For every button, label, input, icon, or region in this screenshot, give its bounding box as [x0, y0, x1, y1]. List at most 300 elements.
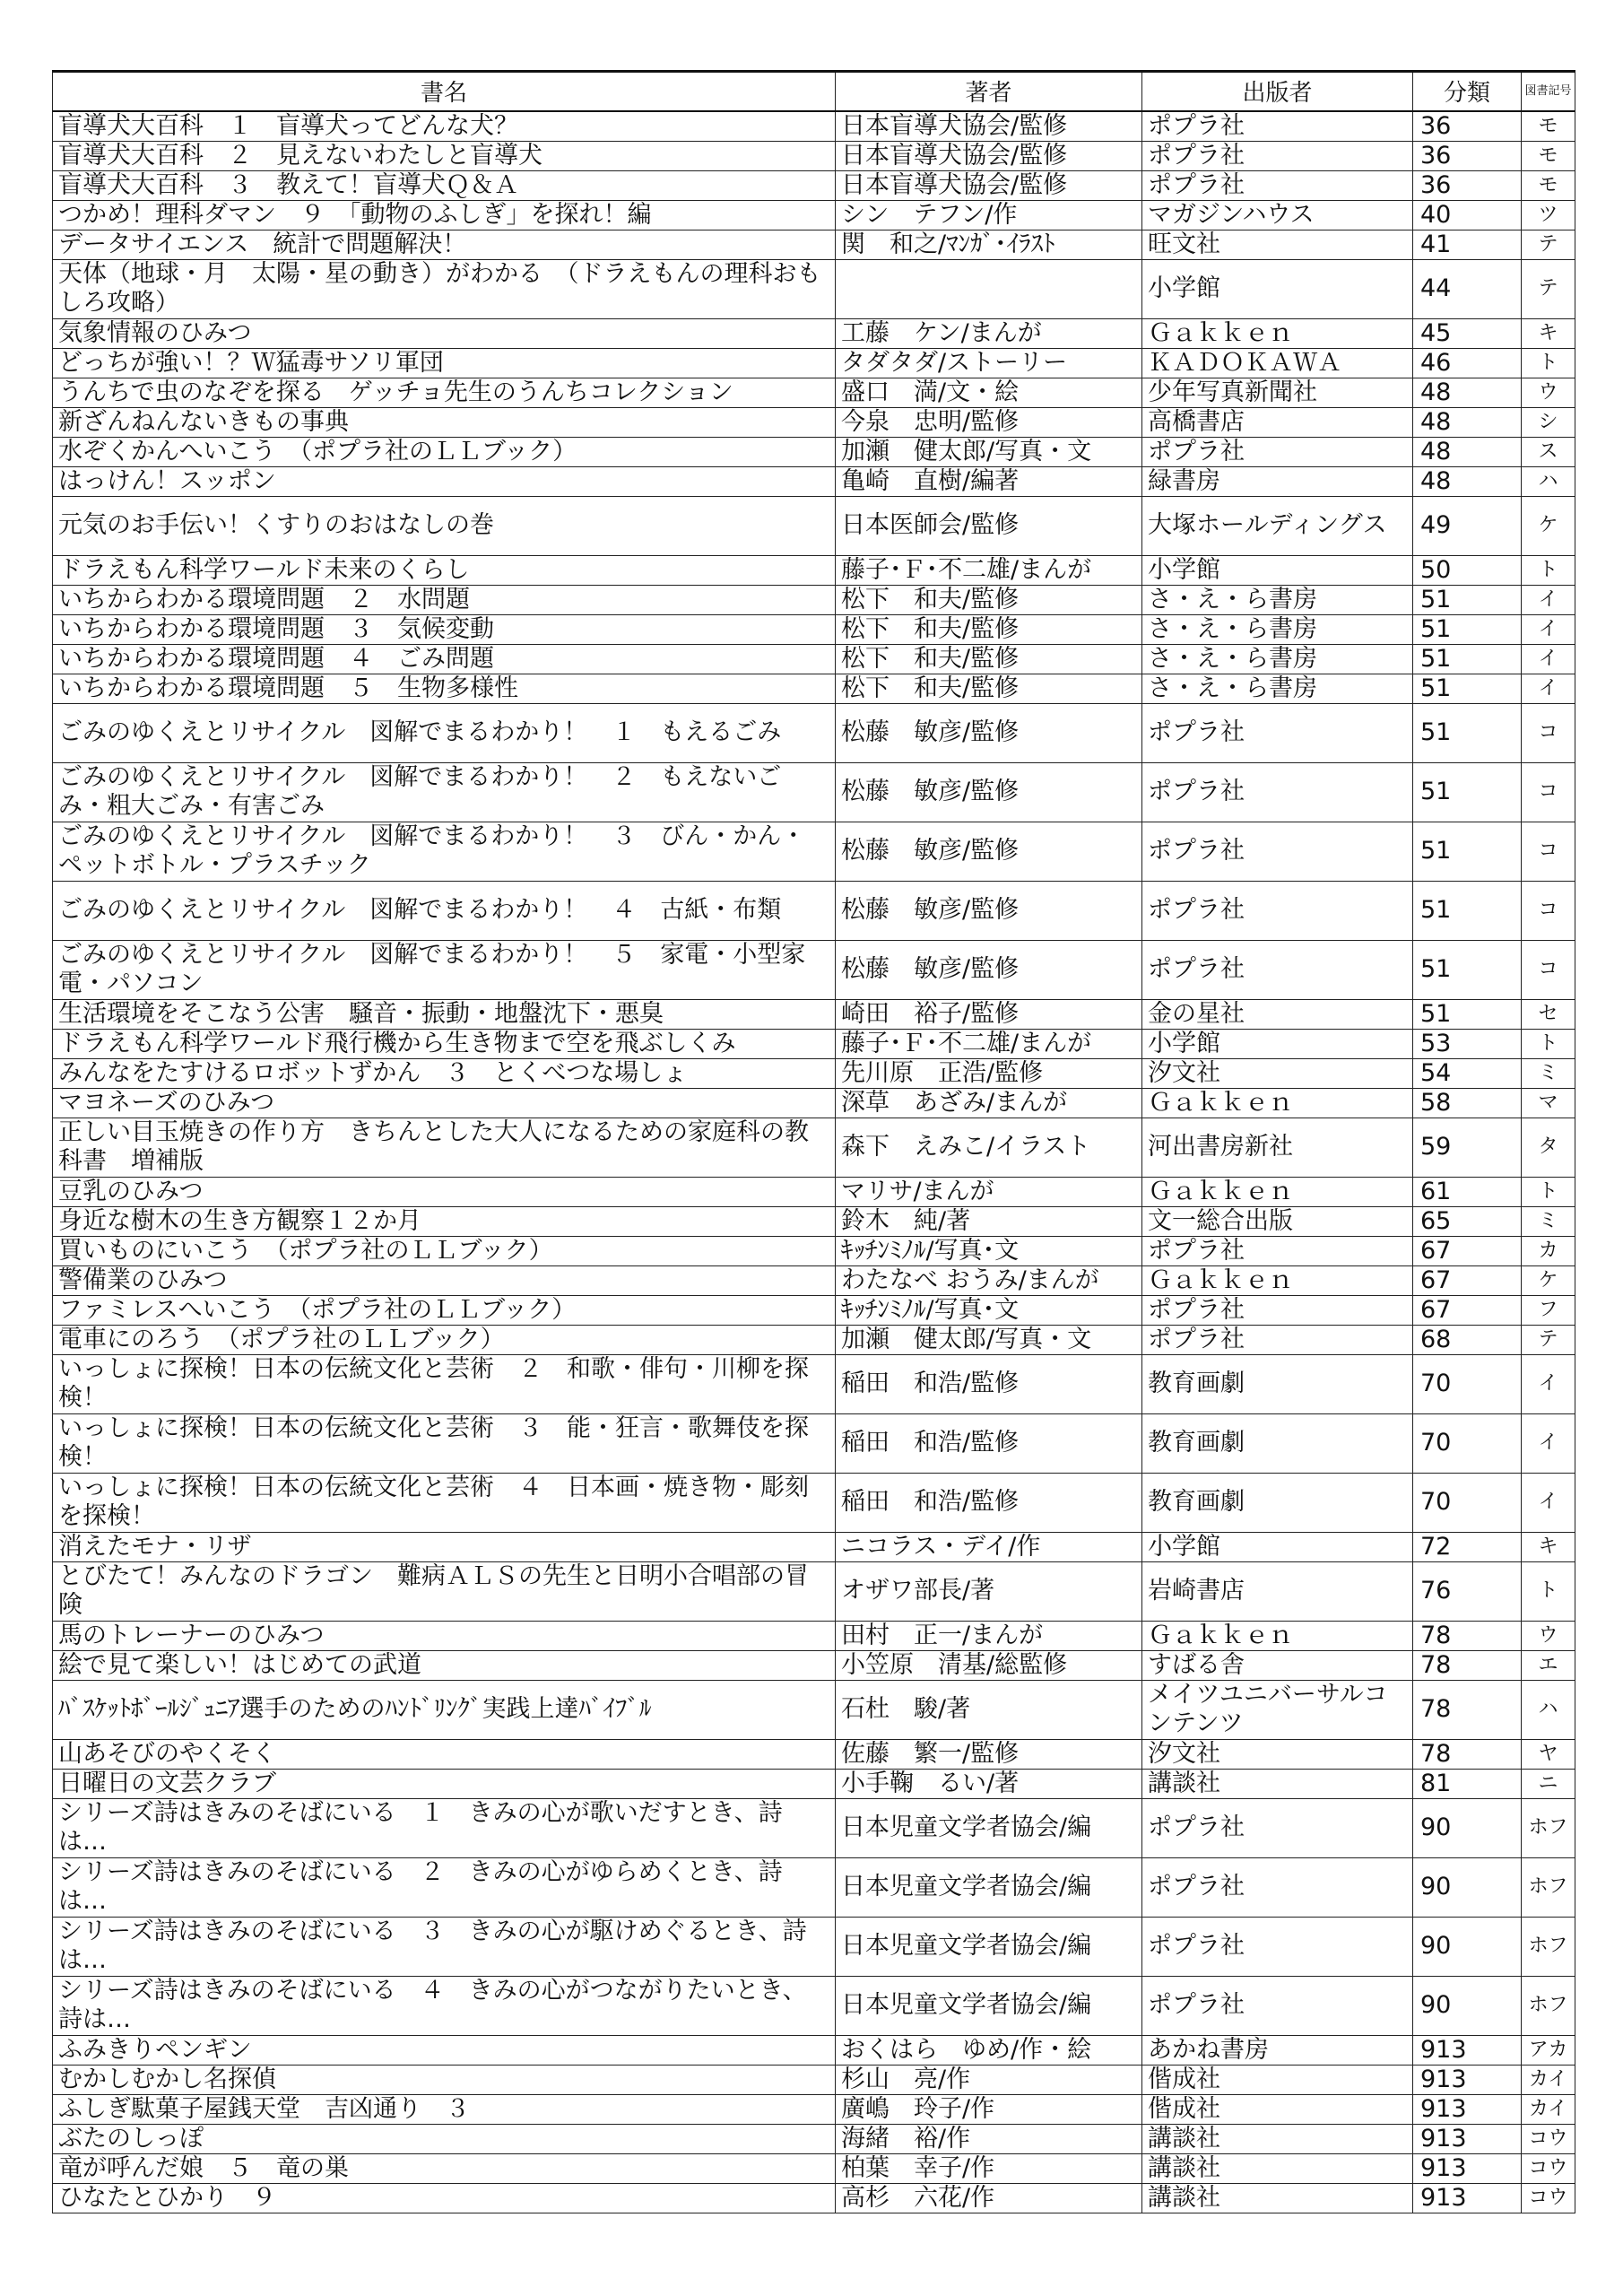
author-cell: 松藤 敏彦/監修 [836, 940, 1142, 999]
publisher-cell: 金の星社 [1142, 999, 1413, 1029]
book-mark-cell: ト [1522, 1561, 1575, 1621]
classification-cell: 90 [1413, 1857, 1522, 1917]
table-row [53, 1917, 1575, 1976]
classification-cell: 45 [1413, 318, 1522, 348]
book-mark-cell: コ [1522, 940, 1575, 999]
book-title-cell: データサイエンス 統計で問題解決！ [53, 230, 836, 259]
author-cell: 日本児童文学者協会/編 [836, 1917, 1142, 1976]
book-title-cell: ごみのゆくえとリサイクル 図解でまるわかり！ ２ もえないごみ・粗大ごみ・有害ごみ [53, 762, 836, 822]
book-title-cell: 盲導犬大百科 ２ 見えないわたしと盲導犬 [53, 141, 836, 170]
author-cell: 今泉 忠明/監修 [836, 407, 1142, 437]
author-cell: 小笠原 清基/総監修 [836, 1650, 1142, 1680]
book-mark-cell: ヤ [1522, 1739, 1575, 1769]
publisher-cell: 小学館 [1142, 259, 1413, 318]
table-row [53, 1413, 1575, 1473]
author-cell: 藤子･Ｆ･不二雄/まんが [836, 1029, 1142, 1058]
book-title-cell: ふみきりペンギン [53, 2035, 836, 2065]
table-row [53, 703, 1575, 762]
book-title-cell: 電車にのろう （ポプラ社のＬＬブック） [53, 1325, 836, 1354]
author-cell: 亀崎 直樹/編著 [836, 466, 1142, 496]
book-mark-cell: イ [1522, 1413, 1575, 1473]
classification-cell: 913 [1413, 2094, 1522, 2124]
author-cell: 小手鞠 るい/著 [836, 1769, 1142, 1798]
table-row [53, 2065, 1575, 2094]
book-mark-cell: ホフ [1522, 1798, 1575, 1857]
publisher-cell: 教育画劇 [1142, 1354, 1413, 1413]
classification-cell: 81 [1413, 1769, 1522, 1798]
publisher-cell: 高橋書店 [1142, 407, 1413, 437]
author-cell: 松下 和夫/監修 [836, 614, 1142, 644]
book-mark-cell: カイ [1522, 2094, 1575, 2124]
table-row [53, 1473, 1575, 1532]
table-row [53, 999, 1575, 1029]
publisher-cell: メイツユニバーサルコンテンツ [1142, 1680, 1413, 1739]
book-title-cell: 生活環境をそこなう公害 騒音・振動・地盤沈下・悪臭 [53, 999, 836, 1029]
publisher-cell: ポプラ社 [1142, 762, 1413, 822]
classification-cell: 54 [1413, 1058, 1522, 1088]
table-row [53, 1177, 1575, 1206]
table-row [53, 585, 1575, 614]
publisher-cell: Ｇａｋｋｅｎ [1142, 1088, 1413, 1118]
book-title-cell: むかしむかし名探偵 [53, 2065, 836, 2094]
book-title-cell: ドラえもん科学ワールド未来のくらし [53, 555, 836, 585]
book-mark-cell: コウ [1522, 2183, 1575, 2213]
author-cell: おくはら ゆめ/作・絵 [836, 2035, 1142, 2065]
author-cell: 高杉 六花/作 [836, 2183, 1142, 2213]
publisher-cell: 岩崎書店 [1142, 1561, 1413, 1621]
book-mark-cell: ウ [1522, 378, 1575, 407]
classification-cell: 90 [1413, 1976, 1522, 2035]
publisher-cell: さ・え・ら書房 [1142, 674, 1413, 703]
table-row [53, 762, 1575, 822]
book-mark-cell: モ [1522, 170, 1575, 200]
book-title-cell: とびたて！みんなのドラゴン 難病ＡＬＳの先生と日明小合唱部の冒険 [53, 1561, 836, 1621]
classification-cell: 49 [1413, 496, 1522, 555]
book-list-table [52, 70, 1575, 2213]
book-title-cell: ごみのゆくえとリサイクル 図解でまるわかり！ ４ 古紙・布類 [53, 881, 836, 940]
book-title-cell: ごみのゆくえとリサイクル 図解でまるわかり！ ３ びん・かん・ペットボトル・プラスチック [53, 822, 836, 881]
author-cell: ｷｯﾁﾝﾐﾉﾙ/写真･文 [836, 1236, 1142, 1265]
book-title-cell: ごみのゆくえとリサイクル 図解でまるわかり！ １ もえるごみ [53, 703, 836, 762]
table-row [53, 555, 1575, 585]
table-row [53, 1206, 1575, 1236]
book-title-cell: 竜が呼んだ娘 ５ 竜の巣 [53, 2153, 836, 2183]
publisher-cell: 教育画劇 [1142, 1413, 1413, 1473]
classification-cell: 48 [1413, 437, 1522, 466]
book-title-cell: いっしょに探検！日本の伝統文化と芸術 ３ 能・狂言・歌舞伎を探検！ [53, 1413, 836, 1473]
book-title-cell: ドラえもん科学ワールド飛行機から生き物まで空を飛ぶしくみ [53, 1029, 836, 1058]
classification-cell: 913 [1413, 2124, 1522, 2153]
publisher-cell: 文一総合出版 [1142, 1206, 1413, 1236]
author-cell: 松藤 敏彦/監修 [836, 703, 1142, 762]
publisher-cell: ポプラ社 [1142, 111, 1413, 142]
classification-cell: 70 [1413, 1473, 1522, 1532]
table-row [53, 170, 1575, 200]
publisher-cell: 汐文社 [1142, 1739, 1413, 1769]
table-row [53, 1857, 1575, 1917]
book-mark-cell: イ [1522, 614, 1575, 644]
book-mark-cell: ケ [1522, 1265, 1575, 1295]
author-cell: 深草 あざみ/まんが [836, 1088, 1142, 1118]
book-title-cell: シリーズ詩はきみのそばにいる ２ きみの心がゆらめくとき、詩は… [53, 1857, 836, 1917]
book-mark-cell: コ [1522, 881, 1575, 940]
book-title-cell: 気象情報のひみつ [53, 318, 836, 348]
classification-cell: 51 [1413, 703, 1522, 762]
book-title-cell: つかめ！理科ダマン ９ 「動物のふしぎ」を探れ！編 [53, 200, 836, 230]
publisher-cell: 汐文社 [1142, 1058, 1413, 1088]
book-mark-cell: キ [1522, 318, 1575, 348]
author-cell: 稲田 和浩/監修 [836, 1413, 1142, 1473]
author-cell: 海緒 裕/作 [836, 2124, 1142, 2153]
header-book-mark: 図書記号 [1522, 72, 1575, 111]
publisher-cell: 旺文社 [1142, 230, 1413, 259]
book-mark-cell: ウ [1522, 1621, 1575, 1650]
author-cell: 加瀬 健太郎/写真・文 [836, 1325, 1142, 1354]
book-mark-cell: セ [1522, 999, 1575, 1029]
book-title-cell: いちからわかる環境問題 ２ 水問題 [53, 585, 836, 614]
author-cell: 森下 えみこ/イラスト [836, 1118, 1142, 1177]
table-row [53, 230, 1575, 259]
book-mark-cell: カ [1522, 1236, 1575, 1265]
publisher-cell: Ｇａｋｋｅｎ [1142, 1265, 1413, 1295]
classification-cell: 61 [1413, 1177, 1522, 1206]
publisher-cell: ポプラ社 [1142, 1798, 1413, 1857]
classification-cell: 67 [1413, 1236, 1522, 1265]
publisher-cell: 講談社 [1142, 2124, 1413, 2153]
classification-cell: 58 [1413, 1088, 1522, 1118]
book-title-cell: ごみのゆくえとリサイクル 図解でまるわかり！ ５ 家電・小型家電・パソコン [53, 940, 836, 999]
table-row [53, 1295, 1575, 1325]
book-mark-cell: テ [1522, 230, 1575, 259]
table-row [53, 1354, 1575, 1413]
table-row [53, 2183, 1575, 2213]
author-cell: 日本盲導犬協会/監修 [836, 111, 1142, 142]
publisher-cell: 偕成社 [1142, 2094, 1413, 2124]
publisher-cell: ポプラ社 [1142, 141, 1413, 170]
author-cell: 日本児童文学者協会/編 [836, 1857, 1142, 1917]
book-title-cell: ふしぎ駄菓子屋銭天堂 吉凶通り ３ [53, 2094, 836, 2124]
table-row [53, 496, 1575, 555]
book-title-cell: 身近な樹木の生き方観察１２か月 [53, 1206, 836, 1236]
book-mark-cell: ト [1522, 555, 1575, 585]
book-mark-cell: コ [1522, 703, 1575, 762]
author-cell: 松下 和夫/監修 [836, 674, 1142, 703]
book-title-cell: みんなをたすけるロボットずかん ３ とくべつな場しょ [53, 1058, 836, 1088]
publisher-cell: さ・え・ら書房 [1142, 585, 1413, 614]
table-row [53, 1029, 1575, 1058]
classification-cell: 78 [1413, 1621, 1522, 1650]
book-title-cell: うんちで虫のなぞを探る ゲッチョ先生のうんちコレクション [53, 378, 836, 407]
author-cell: 日本医師会/監修 [836, 496, 1142, 555]
author-cell: わたなべ おうみ/まんが [836, 1265, 1142, 1295]
table-row [53, 1769, 1575, 1798]
classification-cell: 67 [1413, 1295, 1522, 1325]
author-cell: 松藤 敏彦/監修 [836, 822, 1142, 881]
classification-cell: 48 [1413, 407, 1522, 437]
publisher-cell: ポプラ社 [1142, 881, 1413, 940]
author-cell: 先川原 正浩/監修 [836, 1058, 1142, 1088]
classification-cell: 53 [1413, 1029, 1522, 1058]
table-row [53, 378, 1575, 407]
publisher-cell: 偕成社 [1142, 2065, 1413, 2094]
classification-cell: 51 [1413, 999, 1522, 1029]
book-mark-cell: ミ [1522, 1206, 1575, 1236]
book-list-sheet [52, 70, 1575, 2213]
table-row [53, 644, 1575, 674]
publisher-cell: ポプラ社 [1142, 1976, 1413, 2035]
publisher-cell: ポプラ社 [1142, 1325, 1413, 1354]
publisher-cell: すばる舎 [1142, 1650, 1413, 1680]
book-mark-cell: エ [1522, 1650, 1575, 1680]
book-mark-cell: ハ [1522, 1680, 1575, 1739]
book-mark-cell: カイ [1522, 2065, 1575, 2094]
table-row [53, 1680, 1575, 1739]
book-mark-cell: コウ [1522, 2153, 1575, 2183]
book-title-cell: いちからわかる環境問題 ４ ごみ問題 [53, 644, 836, 674]
publisher-cell: 河出書房新社 [1142, 1118, 1413, 1177]
publisher-cell: ポプラ社 [1142, 940, 1413, 999]
classification-cell: 36 [1413, 141, 1522, 170]
classification-cell: 65 [1413, 1206, 1522, 1236]
classification-cell: 44 [1413, 259, 1522, 318]
author-cell: 稲田 和浩/監修 [836, 1354, 1142, 1413]
table-header [53, 72, 1575, 111]
publisher-cell: Ｇａｋｋｅｎ [1142, 318, 1413, 348]
book-title-cell: シリーズ詩はきみのそばにいる ３ きみの心が駆けめぐるとき、詩は… [53, 1917, 836, 1976]
classification-cell: 51 [1413, 822, 1522, 881]
classification-cell: 51 [1413, 585, 1522, 614]
table-row [53, 200, 1575, 230]
header-author: 著者 [836, 72, 1142, 111]
book-mark-cell: マ [1522, 1088, 1575, 1118]
author-cell: 松下 和夫/監修 [836, 585, 1142, 614]
publisher-cell: マガジンハウス [1142, 200, 1413, 230]
book-title-cell: 消えたモナ・リザ [53, 1532, 836, 1561]
book-mark-cell: ツ [1522, 200, 1575, 230]
book-title-cell: 新ざんねんないきもの事典 [53, 407, 836, 437]
table-row [53, 1265, 1575, 1295]
table-row [53, 141, 1575, 170]
book-title-cell: ひなたとひかり ９ [53, 2183, 836, 2213]
header-publisher: 出版者 [1142, 72, 1413, 111]
publisher-cell: Ｇａｋｋｅｎ [1142, 1177, 1413, 1206]
publisher-cell: 講談社 [1142, 2153, 1413, 2183]
classification-cell: 78 [1413, 1739, 1522, 1769]
book-mark-cell: イ [1522, 1354, 1575, 1413]
classification-cell: 72 [1413, 1532, 1522, 1561]
book-title-cell: いちからわかる環境問題 ３ 気候変動 [53, 614, 836, 644]
author-cell: オザワ部長/著 [836, 1561, 1142, 1621]
author-cell: 田村 正一/まんが [836, 1621, 1142, 1650]
book-title-cell: 正しい目玉焼きの作り方 きちんとした大人になるための家庭科の教科書 増補版 [53, 1118, 836, 1177]
book-mark-cell: タ [1522, 1118, 1575, 1177]
table-row [53, 111, 1575, 142]
author-cell: 柏葉 幸子/作 [836, 2153, 1142, 2183]
table-row [53, 1798, 1575, 1857]
publisher-cell: ポプラ社 [1142, 170, 1413, 200]
book-title-cell: 馬のトレーナーのひみつ [53, 1621, 836, 1650]
table-row [53, 348, 1575, 378]
classification-cell: 78 [1413, 1650, 1522, 1680]
book-title-cell: 絵で見て楽しい！はじめての武道 [53, 1650, 836, 1680]
header-classification: 分類 [1413, 72, 1522, 111]
book-mark-cell: キ [1522, 1532, 1575, 1561]
table-row [53, 1532, 1575, 1561]
publisher-cell: 教育画劇 [1142, 1473, 1413, 1532]
table-row [53, 674, 1575, 703]
author-cell: 加瀬 健太郎/写真・文 [836, 437, 1142, 466]
publisher-cell: 緑書房 [1142, 466, 1413, 496]
table-body [53, 111, 1575, 2213]
publisher-cell: さ・え・ら書房 [1142, 614, 1413, 644]
book-mark-cell: コウ [1522, 2124, 1575, 2153]
classification-cell: 70 [1413, 1413, 1522, 1473]
book-title-cell: いちからわかる環境問題 ５ 生物多様性 [53, 674, 836, 703]
author-cell: 松藤 敏彦/監修 [836, 881, 1142, 940]
classification-cell: 913 [1413, 2183, 1522, 2213]
book-mark-cell: ホフ [1522, 1917, 1575, 1976]
book-title-cell: どっちが強い！？Ｗ猛毒サソリ軍団 [53, 348, 836, 378]
book-mark-cell: コ [1522, 762, 1575, 822]
classification-cell: 48 [1413, 466, 1522, 496]
book-mark-cell: モ [1522, 141, 1575, 170]
book-mark-cell: ニ [1522, 1769, 1575, 1798]
table-row [53, 1088, 1575, 1118]
publisher-cell: 小学館 [1142, 555, 1413, 585]
author-cell: 石杜 駿/著 [836, 1680, 1142, 1739]
table-row [53, 1976, 1575, 2035]
book-mark-cell: イ [1522, 674, 1575, 703]
classification-cell: 68 [1413, 1325, 1522, 1354]
book-title-cell: 盲導犬大百科 ３ 教えて！盲導犬Ｑ＆Ａ [53, 170, 836, 200]
book-title-cell: 天体（地球・月 太陽・星の動き）がわかる （ドラえもんの理科おもしろ攻略） [53, 259, 836, 318]
table-row [53, 1621, 1575, 1650]
book-mark-cell: フ [1522, 1295, 1575, 1325]
author-cell: 廣嶋 玲子/作 [836, 2094, 1142, 2124]
book-mark-cell: イ [1522, 585, 1575, 614]
publisher-cell: ポプラ社 [1142, 703, 1413, 762]
table-row [53, 2035, 1575, 2065]
table-row [53, 1325, 1575, 1354]
classification-cell: 913 [1413, 2035, 1522, 2065]
author-cell: 鈴木 純/著 [836, 1206, 1142, 1236]
classification-cell: 51 [1413, 762, 1522, 822]
author-cell: 工藤 ケン/まんが [836, 318, 1142, 348]
publisher-cell: あかね書房 [1142, 2035, 1413, 2065]
table-row [53, 1058, 1575, 1088]
author-cell: 日本盲導犬協会/監修 [836, 141, 1142, 170]
book-title-cell: シリーズ詩はきみのそばにいる １ きみの心が歌いだすとき、詩は… [53, 1798, 836, 1857]
publisher-cell: 小学館 [1142, 1029, 1413, 1058]
book-title-cell: 盲導犬大百科 １ 盲導犬ってどんな犬？ [53, 111, 836, 142]
table-row [53, 259, 1575, 318]
table-row [53, 2094, 1575, 2124]
classification-cell: 51 [1413, 881, 1522, 940]
book-title-cell: いっしょに探検！日本の伝統文化と芸術 ２ 和歌・俳句・川柳を探検！ [53, 1354, 836, 1413]
classification-cell: 67 [1413, 1265, 1522, 1295]
book-mark-cell: コ [1522, 822, 1575, 881]
book-mark-cell: ト [1522, 1177, 1575, 1206]
book-mark-cell: シ [1522, 407, 1575, 437]
author-cell: タダタダ/ストーリー [836, 348, 1142, 378]
classification-cell: 46 [1413, 348, 1522, 378]
classification-cell: 51 [1413, 644, 1522, 674]
classification-cell: 36 [1413, 170, 1522, 200]
book-title-cell: マヨネーズのひみつ [53, 1088, 836, 1118]
table-row [53, 407, 1575, 437]
book-title-cell: 山あそびのやくそく [53, 1739, 836, 1769]
classification-cell: 78 [1413, 1680, 1522, 1739]
author-cell: 日本盲導犬協会/監修 [836, 170, 1142, 200]
book-title-cell: 元気のお手伝い！くすりのおはなしの巻 [53, 496, 836, 555]
book-mark-cell: イ [1522, 644, 1575, 674]
classification-cell: 913 [1413, 2153, 1522, 2183]
author-cell: マリサ/まんが [836, 1177, 1142, 1206]
header-title: 書名 [53, 72, 836, 111]
publisher-cell: Ｇａｋｋｅｎ [1142, 1621, 1413, 1650]
publisher-cell: 少年写真新聞社 [1142, 378, 1413, 407]
book-title-cell: 日曜日の文芸クラブ [53, 1769, 836, 1798]
table-row [53, 437, 1575, 466]
table-row [53, 1236, 1575, 1265]
table-row [53, 940, 1575, 999]
classification-cell: 40 [1413, 200, 1522, 230]
classification-cell: 41 [1413, 230, 1522, 259]
book-title-cell: ファミレスへいこう （ポプラ社のＬＬブック） [53, 1295, 836, 1325]
book-mark-cell: ミ [1522, 1058, 1575, 1088]
author-cell: 崎田 裕子/監修 [836, 999, 1142, 1029]
classification-cell: 50 [1413, 555, 1522, 585]
book-title-cell: 警備業のひみつ [53, 1265, 836, 1295]
classification-cell: 90 [1413, 1917, 1522, 1976]
book-title-cell: シリーズ詩はきみのそばにいる ４ きみの心がつながりたいとき、詩は… [53, 1976, 836, 2035]
book-mark-cell: ケ [1522, 496, 1575, 555]
publisher-cell: ポプラ社 [1142, 822, 1413, 881]
book-mark-cell: イ [1522, 1473, 1575, 1532]
book-mark-cell: テ [1522, 1325, 1575, 1354]
author-cell: 佐藤 繁一/監修 [836, 1739, 1142, 1769]
classification-cell: 76 [1413, 1561, 1522, 1621]
author-cell: 関 和之/ﾏﾝｶﾞ･ｲﾗｽﾄ [836, 230, 1142, 259]
classification-cell: 36 [1413, 111, 1522, 142]
book-mark-cell: ハ [1522, 466, 1575, 496]
table-row [53, 466, 1575, 496]
book-title-cell: はっけん！スッポン [53, 466, 836, 496]
publisher-cell: 小学館 [1142, 1532, 1413, 1561]
classification-cell: 913 [1413, 2065, 1522, 2094]
table-row [53, 2124, 1575, 2153]
book-mark-cell: テ [1522, 259, 1575, 318]
book-mark-cell: アカ [1522, 2035, 1575, 2065]
book-mark-cell: ト [1522, 348, 1575, 378]
publisher-cell: 大塚ホールディングス [1142, 496, 1413, 555]
table-row [53, 1561, 1575, 1621]
classification-cell: 51 [1413, 940, 1522, 999]
book-title-cell: 買いものにいこう （ポプラ社のＬＬブック） [53, 1236, 836, 1265]
table-row [53, 1118, 1575, 1177]
book-mark-cell: モ [1522, 111, 1575, 142]
author-cell: ニコラス・デイ/作 [836, 1532, 1142, 1561]
book-mark-cell: ホフ [1522, 1976, 1575, 2035]
table-row [53, 1650, 1575, 1680]
classification-cell: 90 [1413, 1798, 1522, 1857]
author-cell: シン テフン/作 [836, 200, 1142, 230]
book-title-cell: 水ぞくかんへいこう （ポプラ社のＬＬブック） [53, 437, 836, 466]
table-row [53, 2153, 1575, 2183]
book-mark-cell: ト [1522, 1029, 1575, 1058]
author-cell: 松下 和夫/監修 [836, 644, 1142, 674]
book-title-cell: いっしょに探検！日本の伝統文化と芸術 ４ 日本画・焼き物・彫刻を探検！ [53, 1473, 836, 1532]
